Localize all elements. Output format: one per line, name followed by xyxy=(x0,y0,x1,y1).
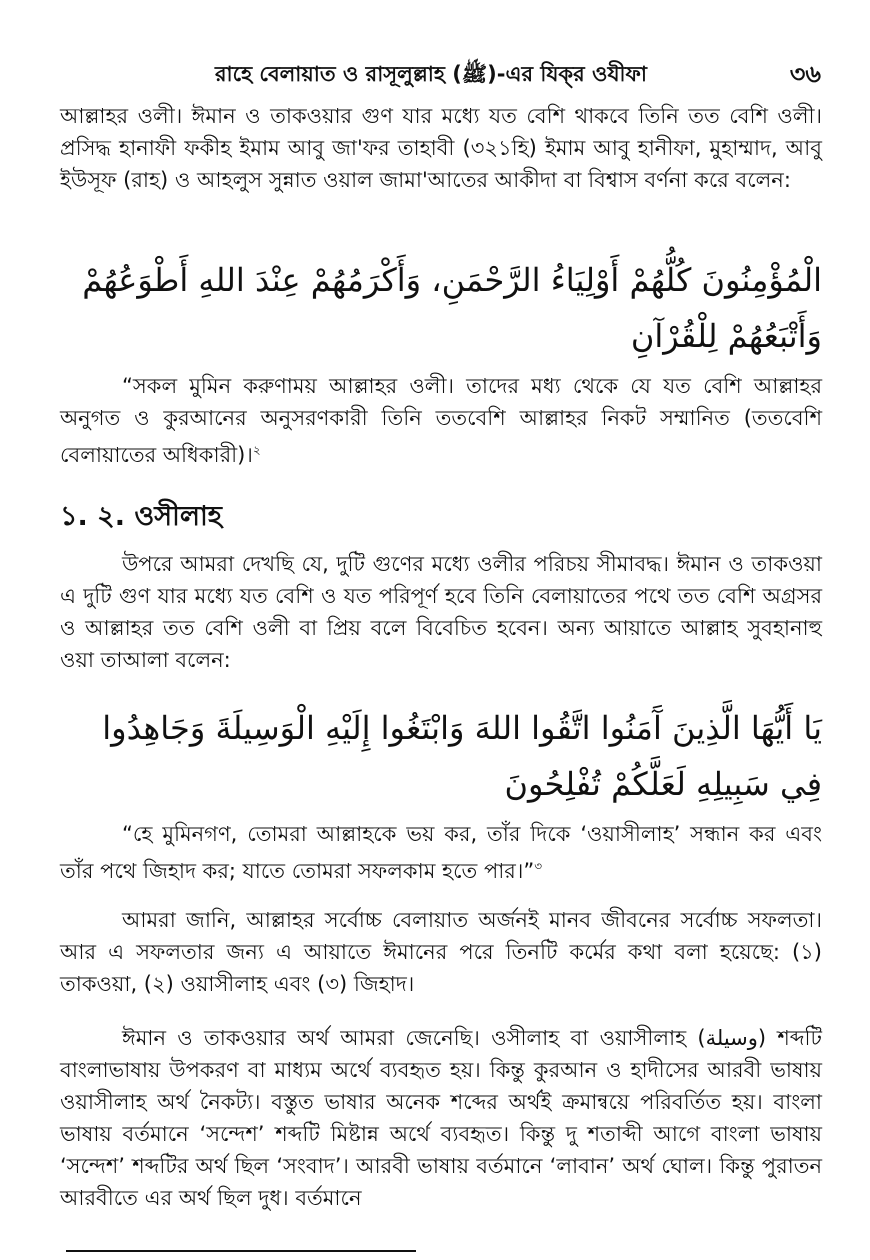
footnote-ref-2: ২ xyxy=(252,443,261,457)
paragraph-2 xyxy=(60,370,822,471)
footnote-divider xyxy=(66,1250,416,1252)
page-header xyxy=(55,52,825,88)
paragraph-6: ঈমান ও তাকওয়ার অর্থ আমরা জেনেছি। ওসীলাহ বা ওয়াসীলাহ (وسيلة) শব্দটি বাংলাভাষায় উপকরণ বা মাধ্যম অর্থে ব্যবহৃত হয়। কিন্তু কুরআন ও হাদীসের আরবী ভাষায় ওয়াসীলাহ অর্থ নৈকট্য। বস্তুত ভাষার অনেক শব্দের অর্থই ক্রমান্বয়ে পরিবর্তিত হয়। বাংলা ভাষায় বর্তমানে ‘সন্দেশ’ শব্দটি মিষ্টান্ন অর্থে ব্যবহৃত। কিন্তু দু শতাব্দী আগে বাংলা ভাষায় ‘সন্দেশ’ শব্দটির অর্থ ছিল ‘সংবাদ’। আরবী ভাষায় বর্তমানে ‘লাবান’ অর্থ ঘোল। কিন্তু পুরাতন আরবীতে এর অর্থ ছিল দুধ। বর্তমানে xyxy=(60,1026,822,1210)
paragraph-2-text: “সকল মুমিন করুণাময় আল্লাহর ওলী। তাদের মধ্য থেকে যে যত বেশি আল্লাহর অনুগত ও কুরআনের অনুসরণকারী তিনি ততবেশি আল্লাহর নিকট সম্মানিত (ততবেশি বেলায়াতের অধিকারী)। xyxy=(60,374,822,467)
paragraph-4-text: “হে মুমিনগণ, তোমরা আল্লাহকে ভয় কর, তাঁর দিকে ‘ওয়াসীলাহ’ সন্ধান কর এবং তাঁর পথে জিহাদ কর; যাতে তোমরা সফলকাম হতে পার।” xyxy=(60,822,822,883)
paragraph-1: আল্লাহর ওলী। ঈমান ও তাকওয়ার গুণ যার মধ্যে যত বেশি থাকবে তিনি তত বেশি ওলী। প্রসিদ্ধ হানাফী ফকীহ ইমাম আবু জা'ফর তাহাবী (৩২১হি) ইমাম আবু হানীফা, মুহাম্মাদ, আবু ইউসূফ (রাহ) ও আহলুস সুন্নাত ওয়াল জামা'আতের আকীদা বা বিশ্বাস বর্ণনা করে বলেন: xyxy=(60,104,822,192)
paragraph-3: উপরে আমরা দেখছি যে, দুটি গুণের মধ্যে ওলীর পরিচয় সীমাবদ্ধ। ঈমান ও তাকওয়া এ দুটি গুণ যার মধ্যে যত বেশি ও যত পরিপূর্ণ হবে তিনি বেলায়াতের পথে তত বেশি অগ্রসর ও আল্লাহর তত বেশি ওলী বা প্রিয় বলে বিবেচিত হবেন। অন্য আয়াতে আল্লাহ সুবহানাহু ওয়া তাআলা বলেন: xyxy=(60,552,822,672)
section-heading: ১. ২. ওসীলাহ xyxy=(60,501,222,532)
paragraph-4 xyxy=(60,818,822,887)
paragraph-5: আমরা জানি, আল্লাহর সর্বোচ্চ বেলায়াত অর্জনই মানব জীবনের সর্বোচ্চ সফলতা। আর এ সফলতার জন্য এ আয়াতে ঈমানের পরে তিনটি কর্মের কথা বলা হয়েছে: (১) তাকওয়া, (২) ওয়াসীলাহ এবং (৩) জিহাদ। xyxy=(60,908,822,996)
arabic-quote-2: يَا أَيُّهَا الَّذِينَ آَمَنُوا اتَّقُوا اللهَ وَابْتَغُوا إِلَيْهِ الْوَسِيلَةَ وَجَاهِدُوا فِي سَبِيلِهِ لَعَلَّكُمْ تُفْلِحُونَ xyxy=(102,709,822,803)
page-number: ৩৬ xyxy=(789,60,821,88)
running-title: রাহে বেলায়াত ও রাসূলুল্লাহ (ﷺ)-এর যিক্‌র ওযীফা xyxy=(215,62,647,86)
footnote-ref-3: ৩ xyxy=(534,859,543,873)
arabic-quote-1: الْمُؤْمِنُونَ كُلُّهُمْ أَوْلِيَاءُ الرَّحْمَنِ، وَأَكْرَمُهُمْ عِنْدَ اللهِ أَطْوَعُهُمْ وَأَتْبَعُهُمْ لِلْقُرْآنِ xyxy=(82,261,822,355)
